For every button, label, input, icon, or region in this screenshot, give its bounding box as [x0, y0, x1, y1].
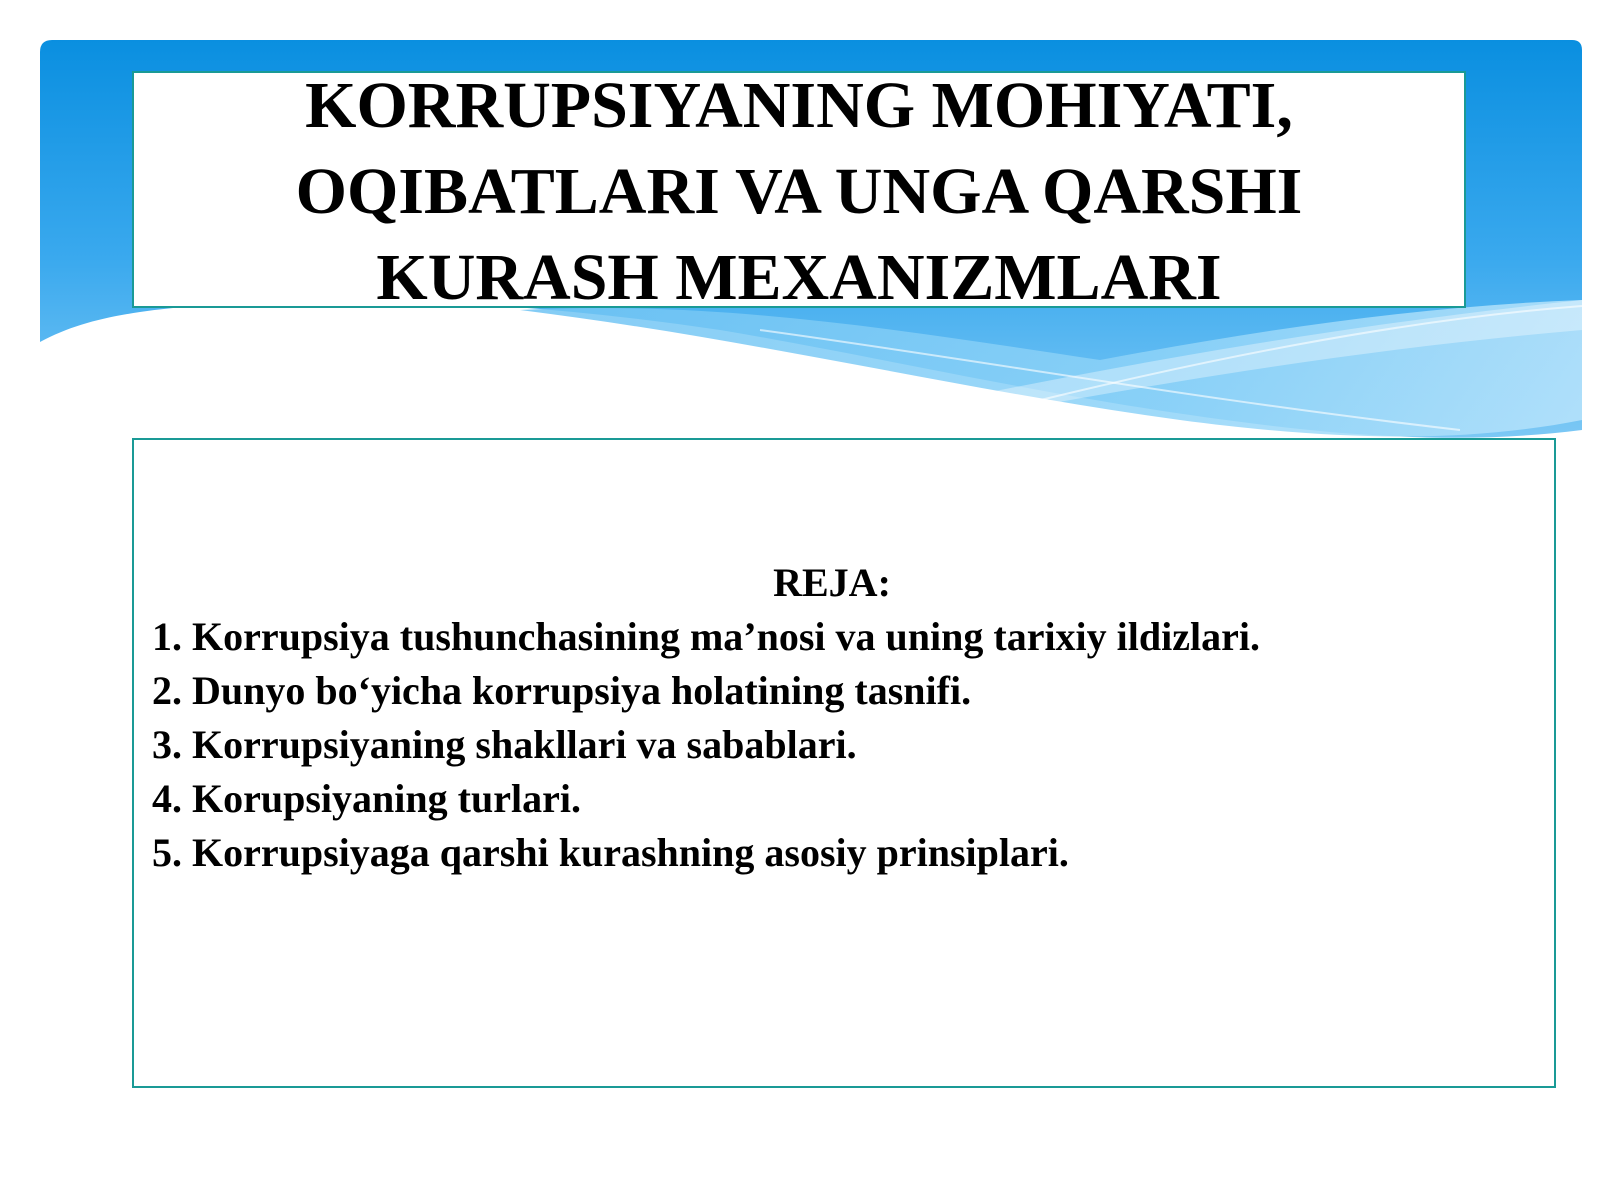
plan-list — [152, 610, 1532, 880]
plan-item: 5. Korrupsiyaga qarshi kurashning asosiy prinsiplari. — [152, 830, 1069, 875]
plan-box — [132, 438, 1556, 1088]
slide-title — [296, 63, 1303, 321]
title-line: OQIBATLARI VA UNGA QARSHI — [295, 154, 1303, 228]
title-line: KORRUPSIYANING MOHIYATI, — [305, 68, 1293, 142]
plan-item: 3. Korrupsiyaning shakllari va sabablari. — [152, 722, 857, 767]
plan-item: 1. Korrupsiya tushunchasining ma’nosi va uning tarixiy ildizlari. — [152, 614, 1260, 659]
plan-item: 4. Korupsiyaning turlari. — [152, 776, 581, 821]
plan — [152, 556, 1532, 880]
title-box — [132, 68, 1466, 314]
title-line: KURASH MEXANIZMLARI — [376, 240, 1222, 314]
plan-heading-row — [152, 556, 1532, 610]
plan-item: 2. Dunyo bo‘yicha korrupsiya holatining tasnifi. — [152, 668, 972, 713]
plan-heading: REJA: — [773, 560, 891, 605]
